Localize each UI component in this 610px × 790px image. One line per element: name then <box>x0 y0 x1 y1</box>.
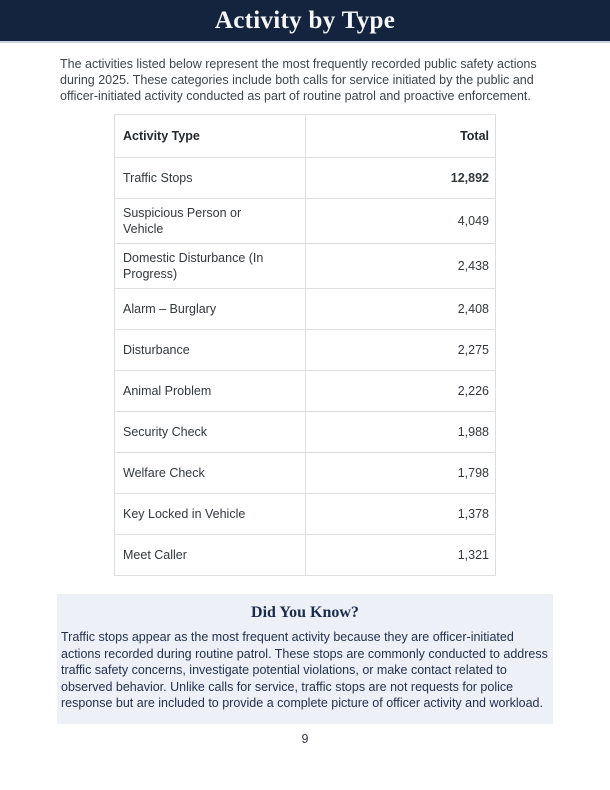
table-header-row <box>115 115 496 158</box>
activity-total: 1,988 <box>305 412 496 453</box>
activity-label: Suspicious Person or Vehicle <box>115 199 306 244</box>
table-row <box>115 244 496 289</box>
page-header-bar <box>0 0 610 43</box>
column-header-activity-type: Activity Type <box>115 115 306 158</box>
table-row <box>115 494 496 535</box>
activity-total: 2,226 <box>305 371 496 412</box>
table-row <box>115 289 496 330</box>
table-row <box>115 535 496 576</box>
activity-label: Welfare Check <box>115 453 306 494</box>
activity-label: Traffic Stops <box>115 158 306 199</box>
table-row <box>115 199 496 244</box>
activity-total: 2,275 <box>305 330 496 371</box>
column-header-total: Total <box>305 115 496 158</box>
activity-total: 2,438 <box>305 244 496 289</box>
activity-total: 12,892 <box>305 158 496 199</box>
activity-label: Animal Problem <box>115 371 306 412</box>
page-number: 9 <box>301 731 309 746</box>
activity-total: 4,049 <box>305 199 496 244</box>
activity-total: 1,378 <box>305 494 496 535</box>
intro-paragraph: The activities listed below represent the most frequently recorded public safety actions during 2025. These categories include both calls for service initiated by the public and officer-initiated activity conducted as part of routine patrol and proactive enforcement. <box>60 57 537 103</box>
did-you-know-callout <box>57 594 553 724</box>
activity-label: Security Check <box>115 412 306 453</box>
page-body <box>0 56 610 746</box>
table-row <box>115 412 496 453</box>
table-row <box>115 330 496 371</box>
activity-label: Key Locked in Vehicle <box>115 494 306 535</box>
activity-total: 1,321 <box>305 535 496 576</box>
table-row <box>115 453 496 494</box>
activity-label: Meet Caller <box>115 535 306 576</box>
activity-type-table <box>114 114 496 576</box>
callout-heading: Did You Know? <box>251 604 359 621</box>
activity-total: 1,798 <box>305 453 496 494</box>
page-title: Activity by Type <box>214 6 396 34</box>
callout-body: Traffic stops appear as the most frequent activity because they are officer-initiated actions recorded during routine patrol. These stops are commonly conducted to address traffic safety concerns, investigate potential violations, or make contact related to observed behavior. Unlike calls for service, traffic stops are not requests for police response but are included to provide a complete picture of officer activity and workload. <box>61 630 548 710</box>
table-row <box>115 158 496 199</box>
activity-total: 2,408 <box>305 289 496 330</box>
activity-label: Alarm – Burglary <box>115 289 306 330</box>
activity-label: Disturbance <box>115 330 306 371</box>
table-row <box>115 371 496 412</box>
activity-label: Domestic Disturbance (In Progress) <box>115 244 306 289</box>
